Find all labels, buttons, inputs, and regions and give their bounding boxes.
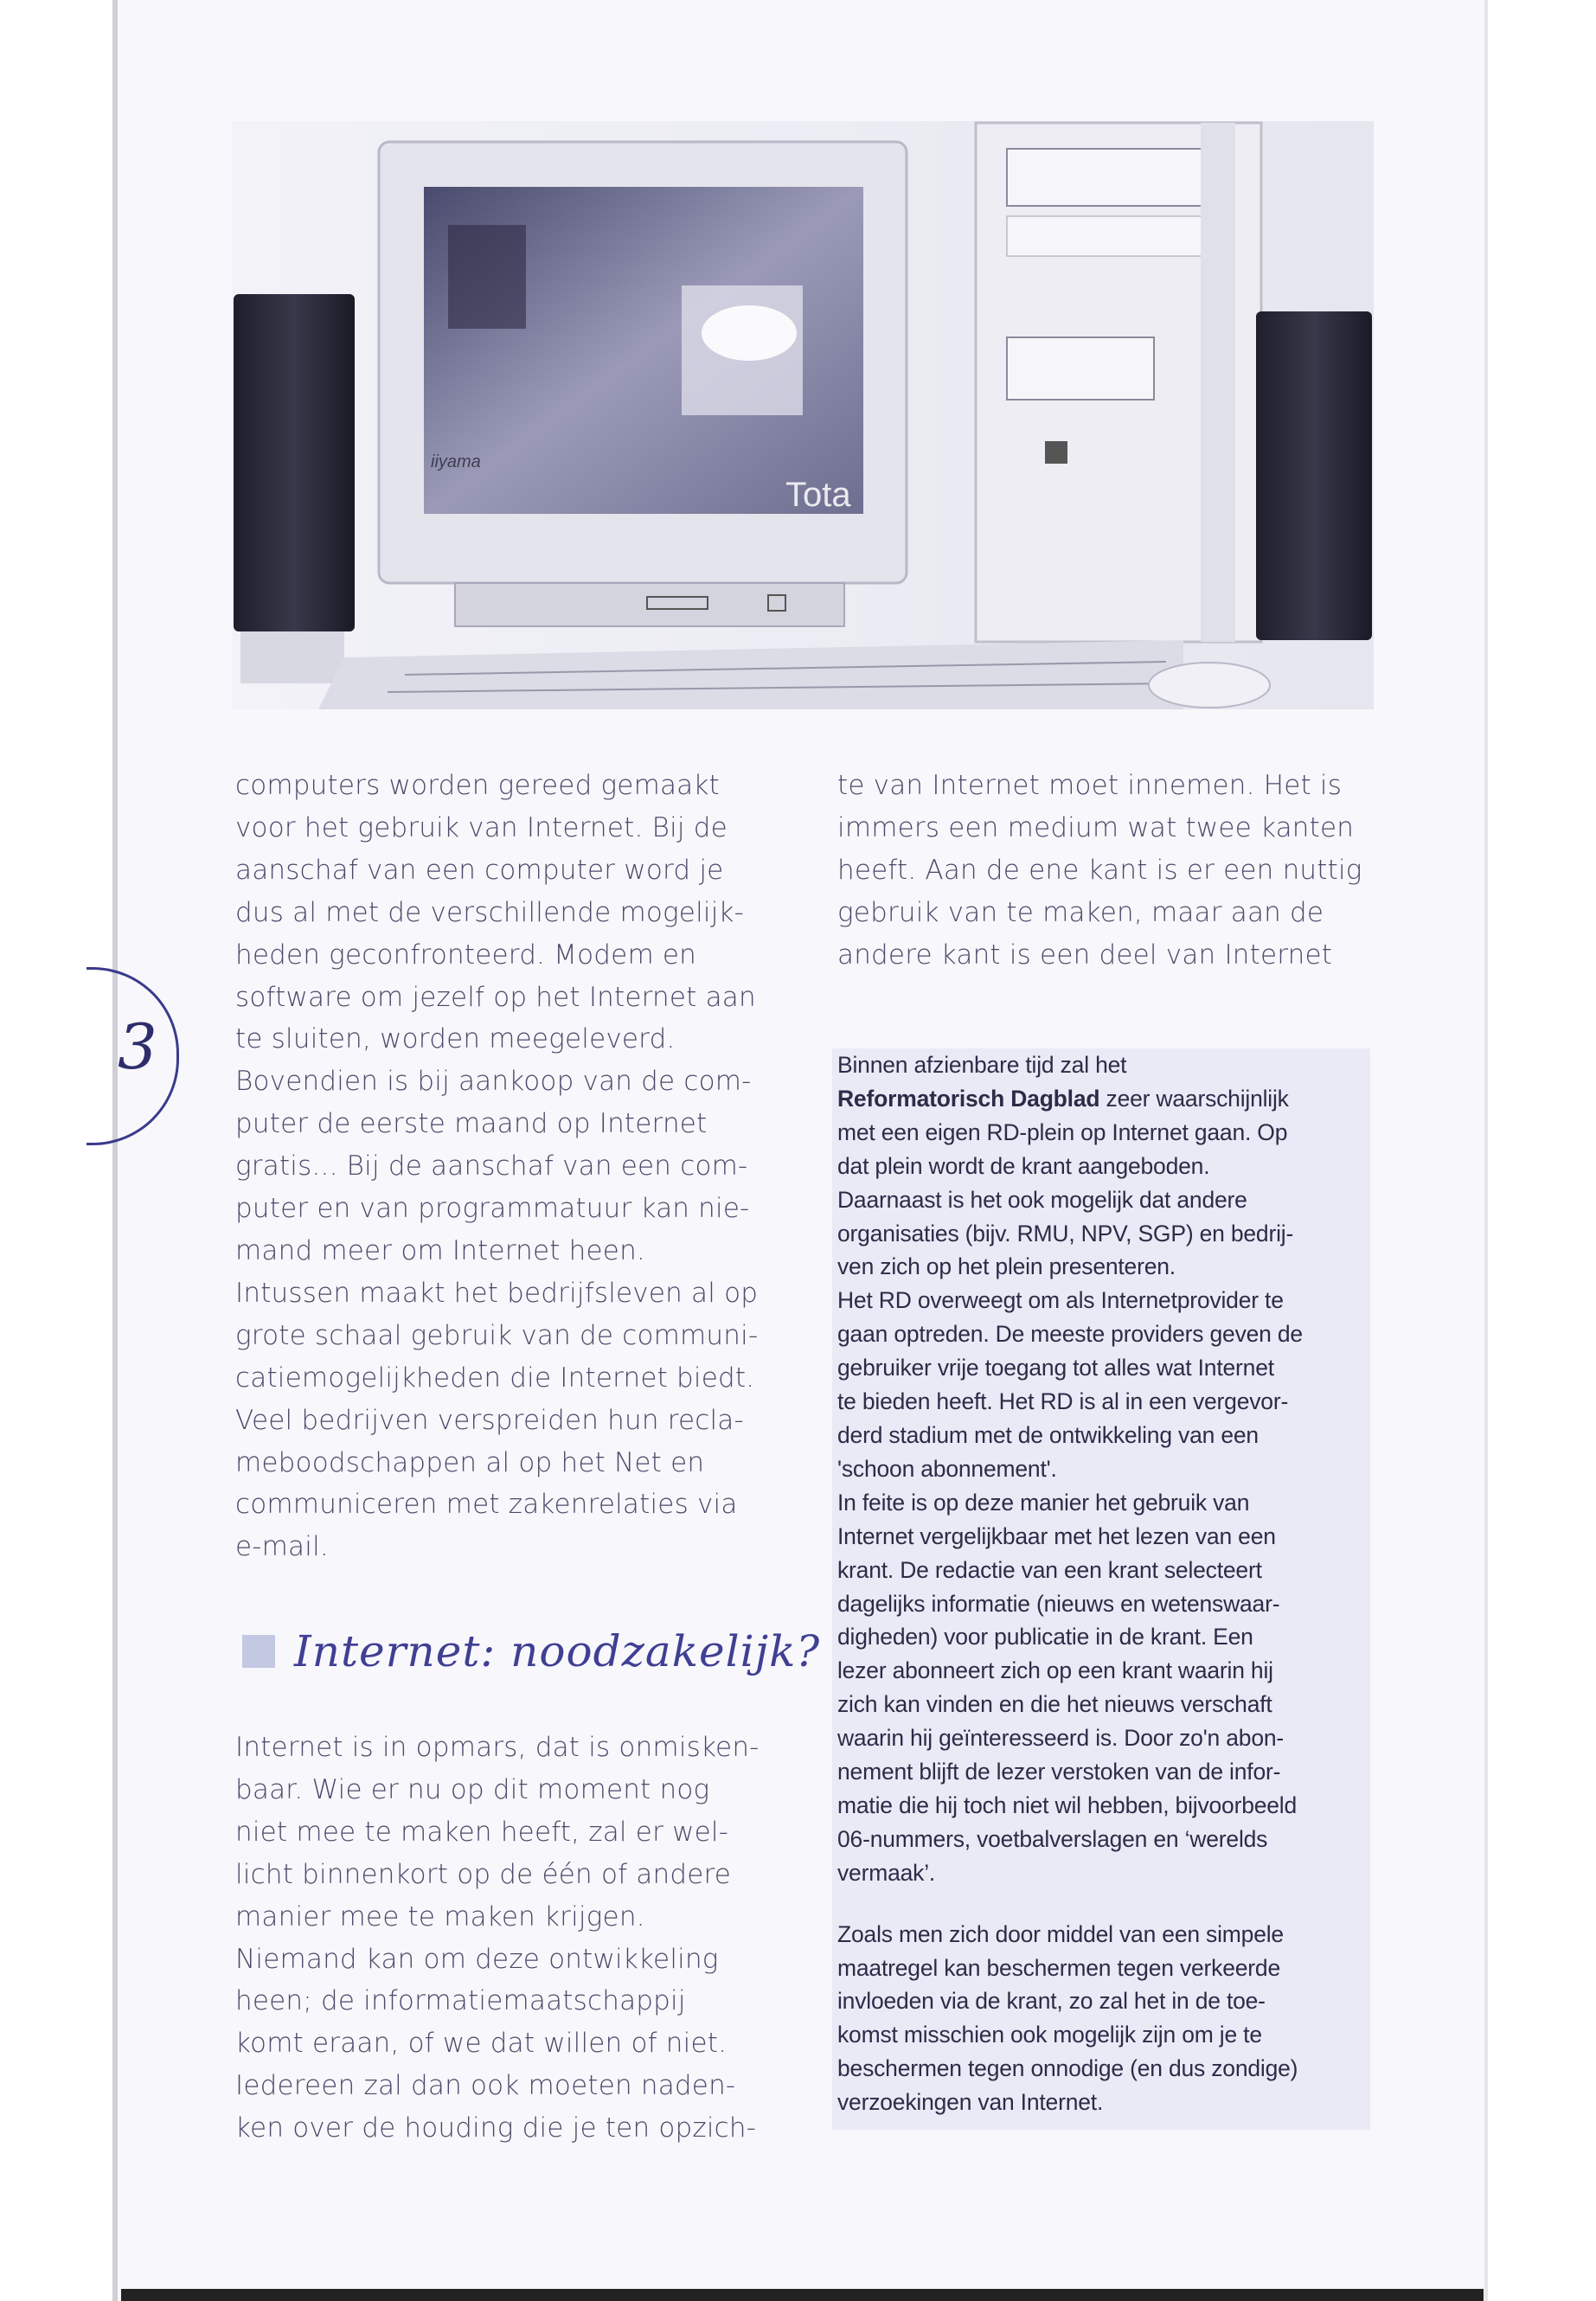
text-line: voor het gebruik van Internet. Bij de (235, 811, 727, 843)
box-line: waarin hij geïnteresseerd is. Door zo'n abon- (837, 1725, 1285, 1752)
box-line: derd stadium met de ontwikkeling van een (837, 1421, 1259, 1448)
paragraph-gap (837, 1890, 1382, 1918)
svg-text:Tota: Tota (785, 476, 851, 514)
box-line: dagelijks informatie (nieuws en wetenswaar- (837, 1590, 1280, 1617)
newspaper-name: Reformatorisch Dagblad (837, 1085, 1100, 1112)
text-line: puter de eerste maand op Internet (235, 1108, 708, 1140)
box-line: Daarnaast is het ook mogelijk dat andere (837, 1186, 1247, 1213)
text-line: gratis... Bij de aanschaf van een com- (235, 1150, 748, 1183)
section-heading (242, 1626, 820, 1676)
text-line: te sluiten, worden meegeleverd. (235, 1023, 676, 1055)
box-line: lezer abonneert zich op een krant waarin hij (837, 1657, 1273, 1684)
text-line: Niemand kan om deze ontwikkeling (235, 1943, 719, 1975)
box-line: Het RD overweegt om als Internetprovider te (837, 1287, 1284, 1314)
text-line: mand meer om Internet heen. (235, 1234, 645, 1266)
text-line: manier mee te maken krijgen. (235, 1900, 645, 1932)
box-line: Internet vergelijkbaar met het lezen van een (837, 1522, 1276, 1549)
box-line: Binnen afzienbare tijd zal het (837, 1052, 1127, 1078)
text-line: meboodschappen al op het Net en (235, 1446, 705, 1478)
box-line: te bieden heeft. Het RD is al in een vergevor- (837, 1388, 1289, 1415)
heading-square-icon (242, 1635, 275, 1668)
bottom-rule (121, 2289, 1484, 2301)
text-line: licht binnenkort op de één of andere (235, 1858, 732, 1890)
text-line: Intussen maakt het bedrijfsleven al op (235, 1277, 759, 1309)
page-edge-right (1484, 0, 1488, 2301)
box-line: matie die hij toch niet wil hebben, bijvoorbeeld (837, 1791, 1298, 1818)
box-line: invloeden via de krant, zo zal het in de toe- (837, 1988, 1266, 2015)
text-line: computers worden gereed gemaakt (235, 770, 720, 801)
chapter-number: 3 (118, 1010, 157, 1083)
text-line: komt eraan, of we dat willen of niet. (235, 2028, 727, 2060)
text-line: software om jezelf op het Internet aan (235, 981, 756, 1013)
text-line: puter en van programmatuur kan nie- (235, 1193, 750, 1225)
box-line: 'schoon abonnement'. (837, 1455, 1057, 1482)
text-line: Iedereen zal dan ook moeten naden- (235, 2070, 736, 2102)
box-line: met een eigen RD-plein op Internet gaan. Op (837, 1118, 1288, 1145)
box-line: gaan optreden. De meeste providers geven de (837, 1321, 1303, 1348)
box-line: komst misschien ook mogelijk zijn om je te (837, 2022, 1262, 2048)
box-line: vermaak’. (837, 1859, 936, 1886)
svg-text:iiyama: iiyama (431, 452, 481, 471)
heading-text: Internet: noodzakelijk? (294, 1626, 821, 1676)
text-line: andere kant is een deel van Internet (837, 939, 1333, 971)
text-line: ken over de houding die je ten opzich- (235, 2112, 757, 2144)
box-line: organisaties (bijv. RMU, NPV, SGP) en bedrij- (837, 1220, 1294, 1247)
text-line: gebruik van te maken, maar aan de (837, 896, 1324, 928)
text-line: dus al met de verschillende mogelijk- (235, 896, 745, 928)
text-line: heeft. Aan de ene kant is er een nuttig (837, 854, 1362, 886)
page-edge (112, 0, 118, 2301)
box-line: krant. De redactie van een krant selecteert (837, 1556, 1262, 1583)
box-line (837, 1082, 1382, 1116)
text-line: communiceren met zakenrelaties via (235, 1489, 738, 1521)
right-speaker-shape (1256, 311, 1372, 640)
text-line: catiemogelijkheden die Internet biedt. (235, 1362, 755, 1394)
text-line: Bovendien is bij aankoop van de com- (235, 1066, 752, 1098)
text-line: Veel bedrijven verspreiden hun recla- (235, 1404, 744, 1436)
box-line: maatregel kan beschermen tegen verkeerde (837, 1954, 1280, 1981)
info-box-text (837, 1048, 1382, 2119)
box-line: zich kan vinden en die het nieuws verschaft (837, 1691, 1272, 1718)
text-line: e-mail. (235, 1531, 329, 1563)
box-line: In feite is op deze manier het gebruik van (837, 1489, 1250, 1516)
text-line: heden geconfronteerd. Modem en (235, 939, 697, 971)
text-line: immers een medium wat twee kanten (837, 811, 1355, 843)
box-line: 06-nummers, voetbalverslagen en ‘werelds (837, 1825, 1268, 1852)
box-line: ven zich op het plein presenteren. (837, 1253, 1176, 1280)
box-line: Zoals men zich door middel van een simpele (837, 1920, 1284, 1947)
column-1-text (235, 765, 789, 1568)
text-line: Internet is in opmars, dat is onmisken- (235, 1732, 760, 1763)
text-line: niet mee te maken heeft, zal er wel- (235, 1816, 729, 1848)
text-line: te van Internet moet innemen. Het is (837, 770, 1343, 801)
computer-photo (232, 121, 1374, 709)
column-1b-text (235, 1727, 789, 2150)
text-line: aanschaf van een computer word je (235, 854, 724, 886)
box-line: beschermen tegen onnodige (en dus zondige) (837, 2055, 1298, 2082)
left-speaker-shape (234, 294, 355, 631)
text-line: grote schaal gebruik van de communi- (235, 1319, 759, 1351)
box-line-rest: zeer waarschijnlijk (1099, 1085, 1289, 1112)
column-2-text (837, 765, 1391, 977)
box-line: digheden) voor publicatie in de krant. Een (837, 1624, 1253, 1650)
box-line: gebruiker vrije toegang tot alles wat Internet (837, 1355, 1274, 1381)
box-line: dat plein wordt de krant aangeboden. (837, 1152, 1210, 1179)
box-line: verzoekingen van Internet. (837, 2089, 1104, 2116)
text-line: baar. Wie er nu op dit moment nog (235, 1773, 710, 1805)
text-line: heen; de informatiemaatschappij (235, 1985, 686, 2017)
box-line: nement blijft de lezer verstoken van de infor- (837, 1759, 1281, 1785)
